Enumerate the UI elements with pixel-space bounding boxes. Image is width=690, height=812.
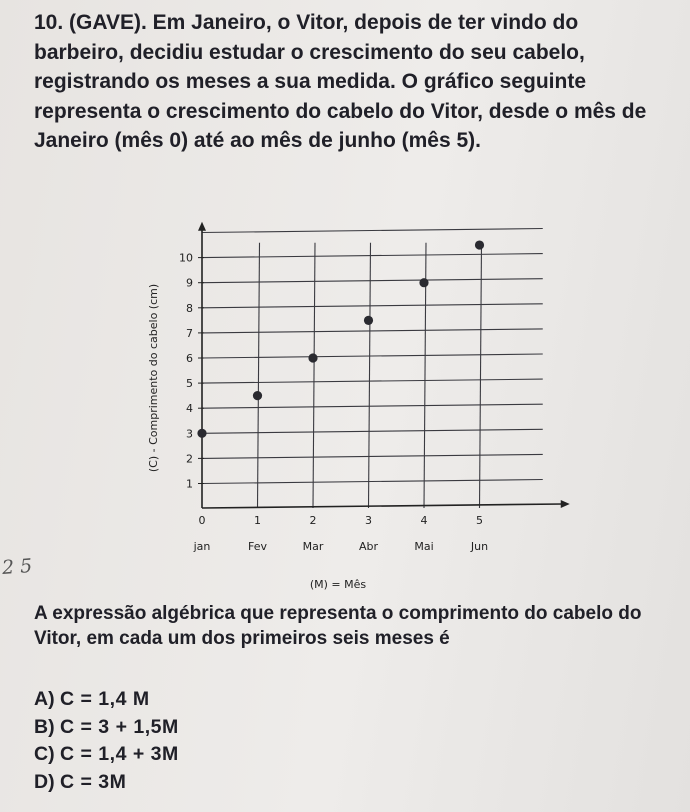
- y-axis-title: (C) - Comprimento do cabelo (cm): [147, 283, 160, 473]
- y-tick-label: 4: [186, 402, 193, 416]
- option-d[interactable]: [34, 769, 179, 797]
- x-tick-label: 5: [476, 514, 483, 527]
- data-point: [475, 240, 484, 249]
- x-month-label: jan: [193, 540, 211, 553]
- x-month-label: Fev: [247, 540, 268, 553]
- chart-svg: [140, 212, 560, 602]
- gridline-vertical: [369, 243, 371, 508]
- x-tick-label: 1: [254, 514, 261, 527]
- hair-growth-chart: [140, 212, 560, 602]
- data-point: [197, 429, 206, 438]
- y-tick-label: 6: [186, 352, 193, 365]
- option-expression: C = 3 + 1,5M: [60, 715, 179, 738]
- data-point: [419, 278, 428, 287]
- question-number: 10.: [34, 11, 64, 34]
- gridline-horizontal: [202, 480, 543, 484]
- y-tick-label: 1: [186, 477, 193, 491]
- answer-options: [34, 686, 179, 796]
- x-tick-label: 2: [309, 514, 317, 527]
- option-letter: B): [34, 715, 55, 738]
- option-letter: A): [34, 688, 55, 710]
- gridline-vertical: [313, 243, 315, 508]
- gridline-horizontal: [202, 379, 543, 383]
- y-tick-label: 10: [179, 251, 193, 265]
- x-axis-arrow: [561, 500, 570, 508]
- answer-prompt: A expressão algébrica que representa o comprimento do cabelo do Vitor, em cada um dos primeiros seis meses é: [34, 603, 642, 649]
- gridline-horizontal: [202, 454, 543, 458]
- y-axis-arrow: [198, 222, 206, 231]
- y-tick-label: 2: [186, 452, 193, 466]
- y-tick-label: 5: [186, 377, 193, 391]
- y-tick-label: 3: [186, 427, 193, 441]
- question-source: (GAVE).: [69, 11, 147, 34]
- option-a[interactable]: [34, 686, 179, 714]
- gridline-horizontal: [202, 254, 543, 258]
- option-c[interactable]: [34, 741, 179, 769]
- y-tick-label: 8: [186, 301, 193, 315]
- x-tick-label: 3: [365, 514, 372, 527]
- x-month-label: Mar: [302, 540, 324, 553]
- gridline-horizontal: [202, 404, 543, 408]
- gridline-horizontal: [202, 229, 543, 233]
- y-tick-label: 9: [186, 276, 193, 290]
- gridline-horizontal: [202, 279, 543, 283]
- option-expression: C = 1,4 + 3M: [60, 743, 179, 765]
- gridline-horizontal: [202, 304, 543, 308]
- data-point: [364, 316, 373, 325]
- option-expression: C = 1,4 M: [60, 688, 150, 710]
- question-statement: [34, 8, 659, 156]
- x-axis: [202, 504, 563, 508]
- x-month-label: Abr: [358, 540, 379, 553]
- option-b[interactable]: [34, 714, 179, 742]
- gridline-vertical: [480, 243, 482, 508]
- gridline-horizontal: [202, 429, 543, 433]
- gridline-horizontal: [202, 329, 543, 333]
- question-text: Em Janeiro, o Vitor, depois de ter vindo do barbeiro, decidiu estudar o crescimento do seu cabelo, registrando os meses a sua medida. O gráfico seguinte representa o crescimento do cabelo do Vitor, desde o mês de Janeiro (mês 0) até ao mês de junho (mês 5).: [34, 11, 647, 153]
- option-letter: D): [34, 770, 55, 793]
- x-month-label: Jun: [470, 540, 489, 553]
- x-axis-title: (M) = Mês: [309, 578, 367, 591]
- y-tick-label: 7: [186, 326, 193, 340]
- margin-scribble: 2 5: [1, 554, 33, 580]
- option-letter: C): [34, 743, 55, 765]
- x-tick-label: 4: [420, 514, 428, 527]
- x-tick-label: 0: [198, 514, 206, 527]
- data-point: [253, 391, 262, 400]
- option-expression: C = 3M: [60, 770, 127, 793]
- x-month-label: Mai: [414, 540, 434, 553]
- gridline-horizontal: [202, 354, 543, 358]
- data-point: [308, 353, 317, 362]
